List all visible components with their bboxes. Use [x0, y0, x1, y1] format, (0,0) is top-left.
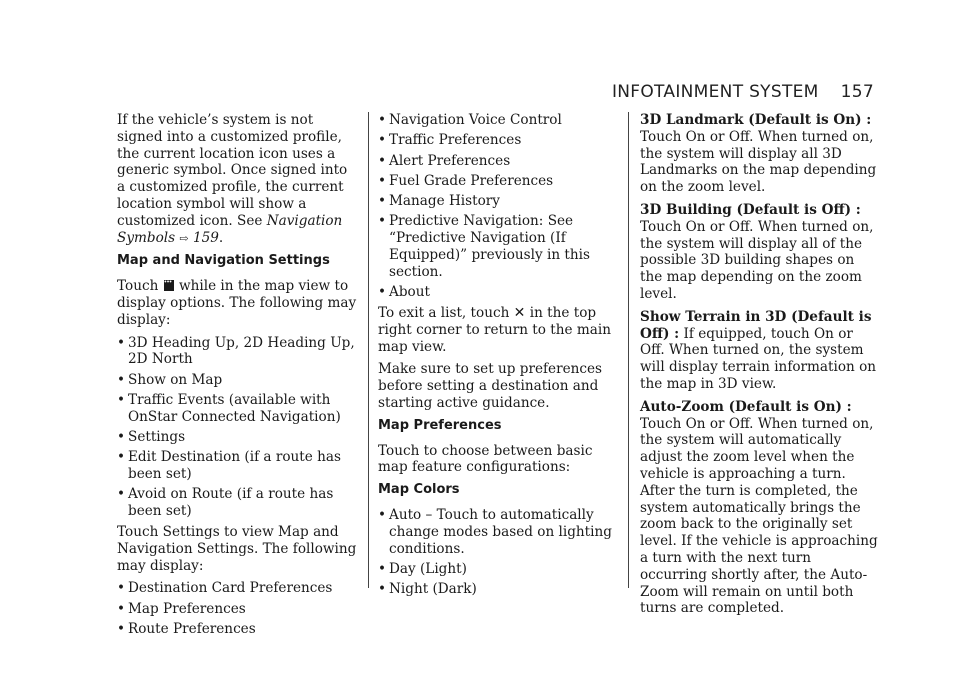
list-item: • Settings: [117, 429, 357, 446]
paragraph-3d-building: 3D Building (Default is Off) : Touch On or Off. When turned on, the system will display all of the possible 3D building shapes on the map depending on the zoom level.: [640, 201, 874, 302]
column-divider: [368, 112, 369, 588]
paragraph-auto-zoom: Auto-Zoom (Default is On) : Touch On or Off. When turned on, the system will automatically adjust the zoom level when the vehicle is approaching a turn. After the turn is completed, the system automatically brings the zoom back to the originally set level. If the vehicle is approaching a turn with the next turn occurring shortly after, the Auto-Zoom will remain on until both turns are completed.: [640, 398, 878, 617]
term-3d-landmark: 3D Landmark (Default is On) :: [640, 112, 872, 128]
list-item: • Navigation Voice Control: [378, 112, 618, 129]
paragraph-map-preferences: Touch to choose between basic map feature configurations:: [378, 442, 593, 476]
heading-map-navigation-settings: Map and Navigation Settings: [117, 253, 330, 269]
column-divider: [628, 112, 629, 588]
paragraph-profile: If the vehicle’s system is not signed into a customized profile, the current location icon uses a generic symbol. Once signed into a customized profile, the current location symbol will show a customized icon. See Navigation Symbols ⇨ 159.: [117, 112, 348, 246]
term-show-terrain: Show Terrain in 3D (Default is Off) :: [640, 308, 872, 342]
list-item: • Edit Destination (if a route has been set): [117, 449, 357, 483]
close-x-icon: ✕: [513, 304, 526, 321]
list-item: • Auto – Touch to automatically change modes based on lighting conditions.: [378, 507, 618, 557]
page-number: 157: [840, 82, 874, 102]
paragraph-setup: Make sure to set up preferences before setting a destination and starting active guidance.: [378, 361, 603, 411]
term-auto-zoom: Auto-Zoom (Default is On) :: [640, 398, 852, 415]
settings-list-cont: [378, 112, 618, 301]
heading-map-preferences: Map Preferences: [378, 417, 502, 433]
list-item: • Traffic Events (available with OnStar Connected Navigation): [117, 392, 357, 426]
heading-map-colors: Map Colors: [378, 482, 460, 498]
list-item: • Predictive Navigation: See “Predictive Navigation (If Equipped)” previously in this section.: [378, 213, 618, 280]
list-item: • 3D Heading Up, 2D Heading Up, 2D North: [117, 335, 357, 369]
page-ref[interactable]: 159: [192, 229, 219, 246]
paragraph-3d-landmark: 3D Landmark (Default is On) : Touch On or Off. When turned on, the system will display all 3D Landmarks on the map depending on the zoom level.: [640, 112, 877, 196]
page-ref-arrow-icon: ⇨: [179, 231, 189, 245]
navigation-symbols-link[interactable]: Navigation Symbols: [117, 212, 343, 246]
list-item: • Traffic Preferences: [378, 132, 618, 149]
list-item: • Manage History: [378, 193, 618, 210]
term-3d-building: 3D Building (Default is Off) :: [640, 201, 861, 218]
list-item: • Route Preferences: [117, 621, 357, 638]
map-colors-list: [378, 507, 618, 598]
menu-icon: [164, 280, 174, 291]
column-1: [117, 112, 357, 642]
list-item: • Map Preferences: [117, 601, 357, 618]
page-header: [612, 82, 874, 102]
options-list: [117, 335, 357, 520]
paragraph-exit: To exit a list, touch ✕ in the top right corner to return to the main map view.: [378, 304, 611, 355]
paragraph-show-terrain: Show Terrain in 3D (Default is Off) : If equipped, touch On or Off. When turned on, the system will display terrain information on the map in 3D view.: [640, 308, 877, 392]
list-item: • Night (Dark): [378, 581, 618, 598]
list-item: • Fuel Grade Preferences: [378, 173, 618, 190]
list-item: • Destination Card Preferences: [117, 580, 357, 597]
list-item: • Alert Preferences: [378, 153, 618, 170]
column-2: [378, 112, 618, 602]
list-item: • About: [378, 284, 618, 301]
settings-list: [117, 580, 357, 637]
column-3: [640, 112, 880, 623]
list-item: • Avoid on Route (if a route has been set): [117, 486, 357, 520]
paragraph-settings: Touch Settings to view Map and Navigation Settings. The following may display:: [117, 524, 357, 574]
section-title: INFOTAINMENT SYSTEM: [611, 82, 819, 102]
paragraph-touch-menu: Touch ••• while in the map view to display options. The following may display:: [117, 278, 357, 328]
list-item: • Day (Light): [378, 561, 618, 578]
list-item: • Show on Map: [117, 372, 357, 389]
